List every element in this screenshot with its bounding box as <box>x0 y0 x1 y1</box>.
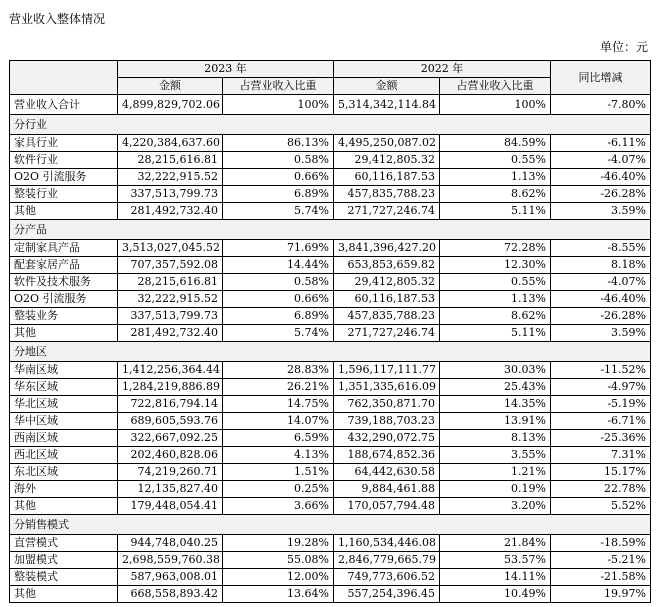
row-label: 海外 <box>10 481 118 498</box>
share-2022: 53.57% <box>440 552 551 569</box>
share-2022: 100% <box>440 95 551 115</box>
amount-2022: 271,727,246.74 <box>334 203 440 220</box>
amount-2022: 1,596,117,111.77 <box>334 362 440 379</box>
yoy-change: -46.40% <box>551 291 651 308</box>
share-2023: 71.69% <box>223 240 334 257</box>
section-header-row <box>10 515 651 535</box>
share-2023: 5.74% <box>223 203 334 220</box>
table-row <box>10 413 651 430</box>
table-row <box>10 481 651 498</box>
amount-2023: 32,222,915.52 <box>118 169 223 186</box>
table-row <box>10 169 651 186</box>
amount-2023: 337,513,799.73 <box>118 308 223 325</box>
share-2022: 30.03% <box>440 362 551 379</box>
amount-2022: 64,442,630.58 <box>334 464 440 481</box>
table-row <box>10 274 651 291</box>
amount-2023: 12,135,827.40 <box>118 481 223 498</box>
amount-2022: 749,773,606.52 <box>334 569 440 586</box>
amount-2022: 4,495,250,087.02 <box>334 135 440 152</box>
share-2023: 0.25% <box>223 481 334 498</box>
table-row <box>10 498 651 515</box>
share-2023: 14.44% <box>223 257 334 274</box>
amount-2022: 653,853,659.82 <box>334 257 440 274</box>
amount-2023: 74,219,260.71 <box>118 464 223 481</box>
row-label: 家具行业 <box>10 135 118 152</box>
share-2023: 55.08% <box>223 552 334 569</box>
row-label: 软件行业 <box>10 152 118 169</box>
share-2023: 0.58% <box>223 152 334 169</box>
section-title: 分产品 <box>10 220 651 240</box>
amount-2023: 281,492,732.40 <box>118 203 223 220</box>
yoy-change: -6.11% <box>551 135 651 152</box>
row-label: 西南区域 <box>10 430 118 447</box>
amount-2023: 322,667,092.25 <box>118 430 223 447</box>
share-2023: 86.13% <box>223 135 334 152</box>
amount-2023: 202,460,828.06 <box>118 447 223 464</box>
amount-2022: 762,350,871.70 <box>334 396 440 413</box>
section-title: 分地区 <box>10 342 651 362</box>
header-blank <box>10 61 118 95</box>
amount-2022: 739,188,703.23 <box>334 413 440 430</box>
amount-2023: 707,357,592.08 <box>118 257 223 274</box>
table-row <box>10 447 651 464</box>
share-2023: 0.58% <box>223 274 334 291</box>
share-2022: 25.43% <box>440 379 551 396</box>
yoy-change: 15.17% <box>551 464 651 481</box>
amount-2023: 3,513,027,045.52 <box>118 240 223 257</box>
yoy-change: -26.28% <box>551 308 651 325</box>
header-yoy: 同比增减 <box>551 61 651 95</box>
share-2022: 0.55% <box>440 274 551 291</box>
share-2023: 19.28% <box>223 535 334 552</box>
row-label: 华北区域 <box>10 396 118 413</box>
row-label: 营业收入合计 <box>10 95 118 115</box>
section-header-row <box>10 115 651 135</box>
share-2023: 14.07% <box>223 413 334 430</box>
section-title: 分行业 <box>10 115 651 135</box>
total-row <box>10 95 651 115</box>
amount-2022: 170,057,794.48 <box>334 498 440 515</box>
table-row <box>10 291 651 308</box>
amount-2022: 60,116,187.53 <box>334 291 440 308</box>
section-title: 分销售模式 <box>10 515 651 535</box>
amount-2023: 4,899,829,702.06 <box>118 95 223 115</box>
revenue-table <box>9 60 651 603</box>
row-label: 其他 <box>10 498 118 515</box>
row-label: 东北区域 <box>10 464 118 481</box>
amount-2022: 2,846,779,665.79 <box>334 552 440 569</box>
amount-2022: 188,674,852.36 <box>334 447 440 464</box>
share-2023: 3.66% <box>223 498 334 515</box>
header-share-2022: 占营业收入比重 <box>440 78 551 95</box>
amount-2022: 3,841,396,427.20 <box>334 240 440 257</box>
amount-2023: 587,963,008.01 <box>118 569 223 586</box>
amount-2023: 2,698,559,760.38 <box>118 552 223 569</box>
share-2023: 0.66% <box>223 169 334 186</box>
yoy-change: -8.55% <box>551 240 651 257</box>
share-2022: 14.11% <box>440 569 551 586</box>
row-label: O2O 引流服务 <box>10 169 118 186</box>
share-2023: 12.00% <box>223 569 334 586</box>
yoy-change: -21.58% <box>551 569 651 586</box>
amount-2023: 28,215,616.81 <box>118 274 223 291</box>
table-row <box>10 379 651 396</box>
table-row <box>10 396 651 413</box>
share-2022: 72.28% <box>440 240 551 257</box>
share-2023: 6.89% <box>223 186 334 203</box>
row-label: 华东区域 <box>10 379 118 396</box>
row-label: 软件及技术服务 <box>10 274 118 291</box>
amount-2022: 457,835,788.23 <box>334 308 440 325</box>
share-2023: 1.51% <box>223 464 334 481</box>
amount-2023: 32,222,915.52 <box>118 291 223 308</box>
section-header-row <box>10 342 651 362</box>
amount-2022: 60,116,187.53 <box>334 169 440 186</box>
row-label: 西北区域 <box>10 447 118 464</box>
table-row <box>10 430 651 447</box>
share-2022: 13.91% <box>440 413 551 430</box>
table-row <box>10 325 651 342</box>
table-row <box>10 308 651 325</box>
amount-2023: 179,448,054.41 <box>118 498 223 515</box>
share-2022: 3.20% <box>440 498 551 515</box>
amount-2023: 337,513,799.73 <box>118 186 223 203</box>
yoy-change: -25.36% <box>551 430 651 447</box>
yoy-change: -4.07% <box>551 152 651 169</box>
row-label: 整装行业 <box>10 186 118 203</box>
table-body <box>10 95 651 603</box>
share-2022: 8.62% <box>440 308 551 325</box>
share-2022: 3.55% <box>440 447 551 464</box>
row-label: 其他 <box>10 586 118 603</box>
amount-2022: 557,254,396.45 <box>334 586 440 603</box>
yoy-change: -6.71% <box>551 413 651 430</box>
yoy-change: -4.97% <box>551 379 651 396</box>
header-amount-2023: 金额 <box>118 78 223 95</box>
amount-2023: 28,215,616.81 <box>118 152 223 169</box>
yoy-change: -5.21% <box>551 552 651 569</box>
share-2022: 0.55% <box>440 152 551 169</box>
amount-2022: 271,727,246.74 <box>334 325 440 342</box>
share-2022: 1.21% <box>440 464 551 481</box>
amount-2022: 29,412,805.32 <box>334 274 440 291</box>
share-2022: 0.19% <box>440 481 551 498</box>
share-2023: 5.74% <box>223 325 334 342</box>
yoy-change: 3.59% <box>551 203 651 220</box>
share-2022: 1.13% <box>440 169 551 186</box>
share-2023: 14.75% <box>223 396 334 413</box>
row-label: 其他 <box>10 325 118 342</box>
row-label: 定制家具产品 <box>10 240 118 257</box>
share-2022: 14.35% <box>440 396 551 413</box>
share-2023: 13.64% <box>223 586 334 603</box>
share-2023: 6.89% <box>223 308 334 325</box>
table-row <box>10 464 651 481</box>
yoy-change: -26.28% <box>551 186 651 203</box>
share-2023: 26.21% <box>223 379 334 396</box>
share-2022: 8.62% <box>440 186 551 203</box>
amount-2022: 9,884,461.88 <box>334 481 440 498</box>
yoy-change: 19.97% <box>551 586 651 603</box>
share-2023: 0.66% <box>223 291 334 308</box>
amount-2023: 944,748,040.25 <box>118 535 223 552</box>
table-row <box>10 569 651 586</box>
share-2022: 84.59% <box>440 135 551 152</box>
amount-2022: 29,412,805.32 <box>334 152 440 169</box>
row-label: 整装业务 <box>10 308 118 325</box>
row-label: 配套家居产品 <box>10 257 118 274</box>
share-2023: 6.59% <box>223 430 334 447</box>
table-row <box>10 362 651 379</box>
amount-2022: 1,160,534,446.08 <box>334 535 440 552</box>
row-label: 加盟模式 <box>10 552 118 569</box>
amount-2023: 1,284,219,886.89 <box>118 379 223 396</box>
amount-2022: 457,835,788.23 <box>334 186 440 203</box>
amount-2023: 722,816,794.14 <box>118 396 223 413</box>
section-header-row <box>10 220 651 240</box>
table-row <box>10 552 651 569</box>
share-2022: 1.13% <box>440 291 551 308</box>
unit-label: 单位：元 <box>599 40 648 54</box>
amount-2022: 1,351,335,616.09 <box>334 379 440 396</box>
table-row <box>10 203 651 220</box>
yoy-change: -4.07% <box>551 274 651 291</box>
share-2022: 5.11% <box>440 325 551 342</box>
table-row <box>10 186 651 203</box>
header-year-2023: 2023 年 <box>118 61 334 78</box>
yoy-change: 5.52% <box>551 498 651 515</box>
share-2023: 28.83% <box>223 362 334 379</box>
table-row <box>10 152 651 169</box>
page-title: 营业收入整体情况 <box>9 12 106 26</box>
yoy-change: 22.78% <box>551 481 651 498</box>
row-label: 华南区域 <box>10 362 118 379</box>
share-2022: 5.11% <box>440 203 551 220</box>
table-row <box>10 586 651 603</box>
share-2022: 21.84% <box>440 535 551 552</box>
yoy-change: -18.59% <box>551 535 651 552</box>
amount-2023: 668,558,893.42 <box>118 586 223 603</box>
yoy-change: -11.52% <box>551 362 651 379</box>
yoy-change: -7.80% <box>551 95 651 115</box>
amount-2023: 1,412,256,364.44 <box>118 362 223 379</box>
yoy-change: 8.18% <box>551 257 651 274</box>
table-row <box>10 535 651 552</box>
amount-2023: 4,220,384,637.60 <box>118 135 223 152</box>
share-2023: 100% <box>223 95 334 115</box>
amount-2023: 281,492,732.40 <box>118 325 223 342</box>
row-label: 华中区域 <box>10 413 118 430</box>
amount-2022: 5,314,342,114.84 <box>334 95 440 115</box>
share-2022: 8.13% <box>440 430 551 447</box>
amount-2023: 689,605,593.76 <box>118 413 223 430</box>
table-row <box>10 135 651 152</box>
row-label: 直营模式 <box>10 535 118 552</box>
yoy-change: -46.40% <box>551 169 651 186</box>
table-row <box>10 257 651 274</box>
yoy-change: 3.59% <box>551 325 651 342</box>
share-2022: 10.49% <box>440 586 551 603</box>
table-row <box>10 240 651 257</box>
header-amount-2022: 金额 <box>334 78 440 95</box>
yoy-change: 7.31% <box>551 447 651 464</box>
share-2022: 12.30% <box>440 257 551 274</box>
row-label: 整装模式 <box>10 569 118 586</box>
amount-2022: 432,290,072.75 <box>334 430 440 447</box>
header-share-2023: 占营业收入比重 <box>223 78 334 95</box>
row-label: O2O 引流服务 <box>10 291 118 308</box>
header-year-2022: 2022 年 <box>334 61 551 78</box>
row-label: 其他 <box>10 203 118 220</box>
yoy-change: -5.19% <box>551 396 651 413</box>
share-2023: 4.13% <box>223 447 334 464</box>
